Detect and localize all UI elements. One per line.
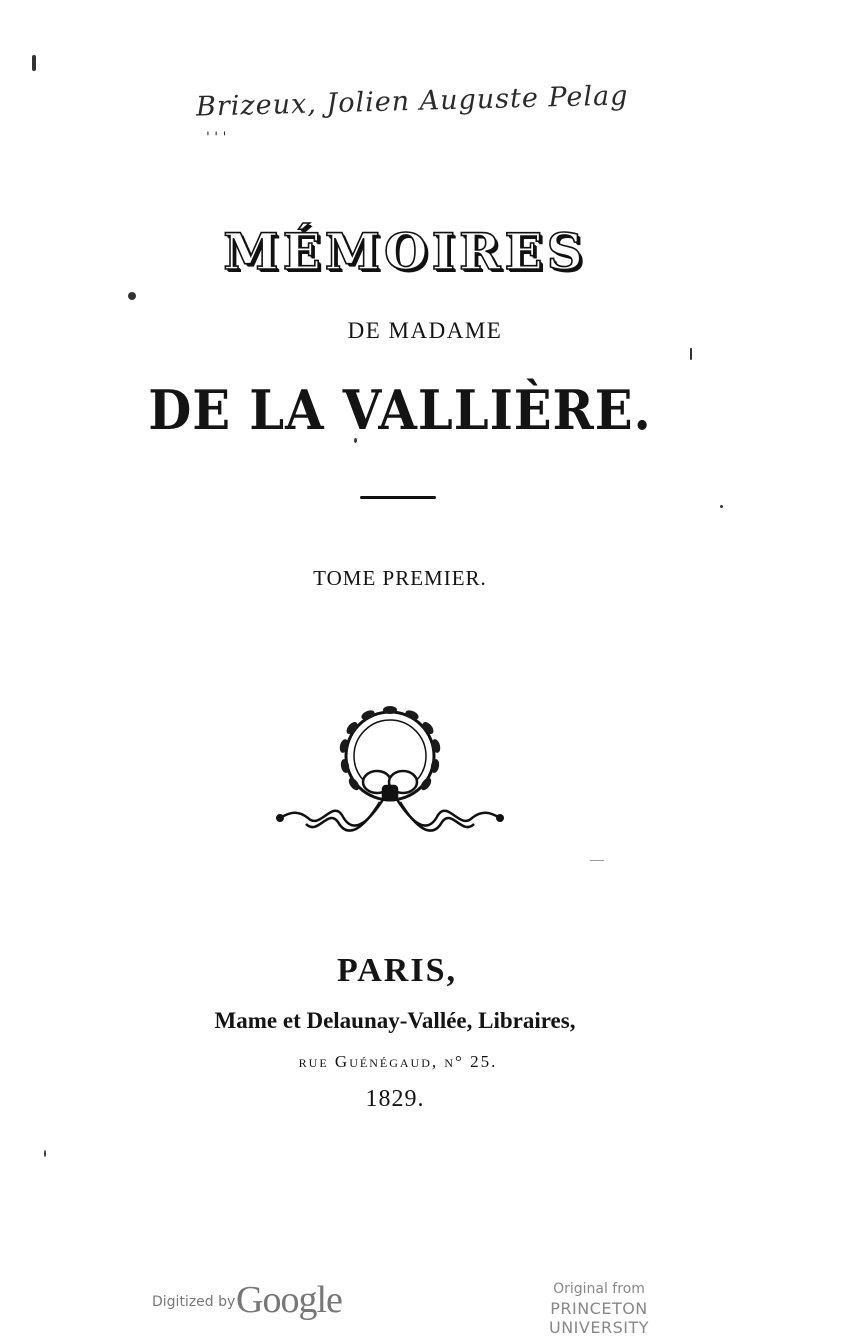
book-title: MÉMOIRES [223,222,587,281]
google-logo: Google [236,1279,342,1321]
book-subject-name: DE LA VALLIÈRE. [148,378,652,442]
imprint-publisher: Mame et Delaunay-Vallée, Libraires, [214,1008,576,1033]
wreath-ornament-icon [272,700,508,850]
volume-label: TOME PREMIER. [313,566,487,590]
scan-speck [44,1150,46,1157]
handwritten-note: Brizeux, Jolien Auguste Pelag [195,80,629,123]
scan-speck [590,860,604,861]
book-subtitle: DE MADAME [347,318,503,343]
imprint-city: PARIS, [337,952,457,989]
scan-speck [32,55,36,71]
imprint-year: 1829. [365,1086,425,1112]
decorative-rule [360,496,436,499]
scan-speck [128,292,136,300]
digitized-by-label: Digitized by [152,1294,236,1310]
source-institution: PRINCETON UNIVERSITY [549,1299,649,1337]
original-from-label: Original from [553,1281,645,1297]
scan-speck [720,505,723,508]
scan-speck [690,348,692,360]
handwritten-tick-marks: ' ' ' [206,130,227,146]
imprint-address: rue Guénégaud, n° 25. [298,1052,498,1071]
